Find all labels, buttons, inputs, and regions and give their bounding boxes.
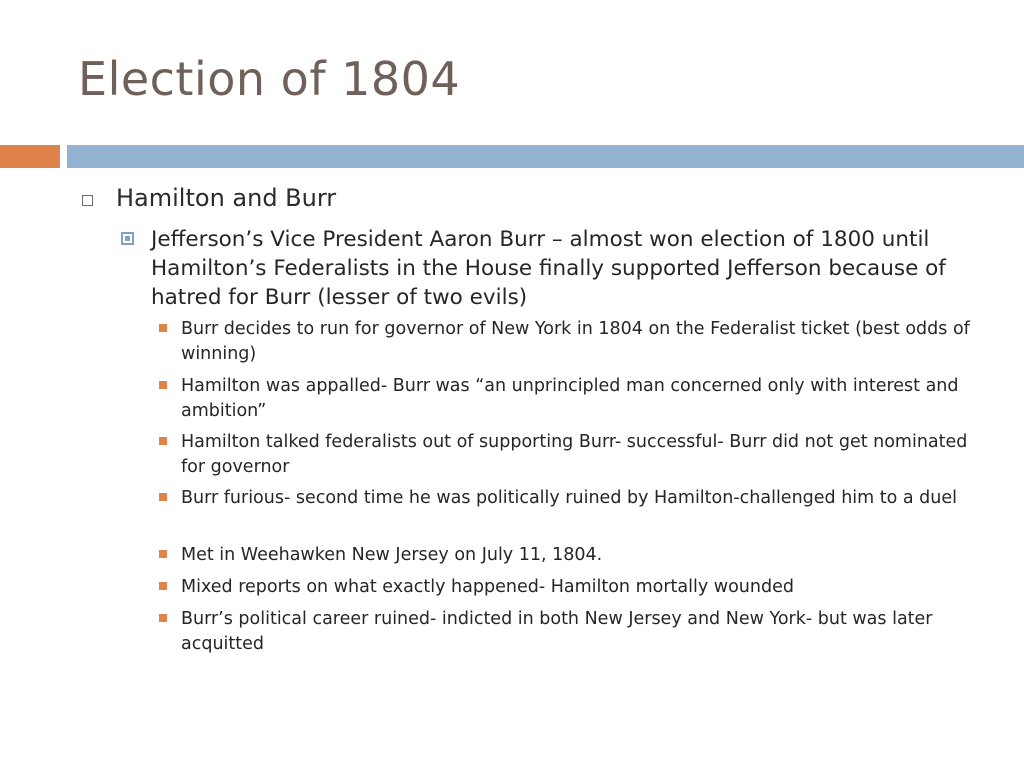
square-bullet-icon: [159, 381, 167, 389]
accent-band-blue: [67, 145, 1024, 168]
accent-band-orange: [0, 145, 60, 168]
square-bullet-icon: [82, 195, 93, 206]
square-bullet-icon: [159, 550, 167, 558]
list-item-text: Met in Weehawken New Jersey on July 11, 1804.: [181, 545, 603, 565]
list-item-text: Hamilton talked federalists out of supporting Burr- successful- Burr did not get nominated for governor: [181, 432, 968, 477]
bullet-level2: Jefferson’s Vice President Aaron Burr – almost won election of 1800 until Hamilton’s Federalists in the House finally supported Jefferson because of hatred for Burr (lesser of two evils): [151, 227, 946, 310]
square-bullet-icon: [159, 437, 167, 445]
square-bullet-icon: [159, 582, 167, 590]
list-item-text: Burr’s political career ruined- indicted in both New Jersey and New York- but was later acquitted: [181, 609, 933, 654]
list-item-text: Burr furious- second time he was politically ruined by Hamilton-challenged him to a duel: [181, 488, 958, 508]
list-item-text: Hamilton was appalled- Burr was “an unprincipled man concerned only with interest and ambition”: [181, 376, 959, 421]
slide-title: Election of 1804: [78, 52, 461, 106]
bullet-level1: Hamilton and Burr: [116, 184, 337, 212]
square-bullet-icon: [159, 614, 167, 622]
list-item-text: Mixed reports on what exactly happened- Hamilton mortally wounded: [181, 577, 794, 597]
square-bullet-icon: [159, 493, 167, 501]
list-item-text: Burr decides to run for governor of New York in 1804 on the Federalist ticket (best odds of winning): [181, 319, 970, 364]
square-bullet-icon: [121, 232, 134, 245]
square-bullet-icon: [159, 324, 167, 332]
